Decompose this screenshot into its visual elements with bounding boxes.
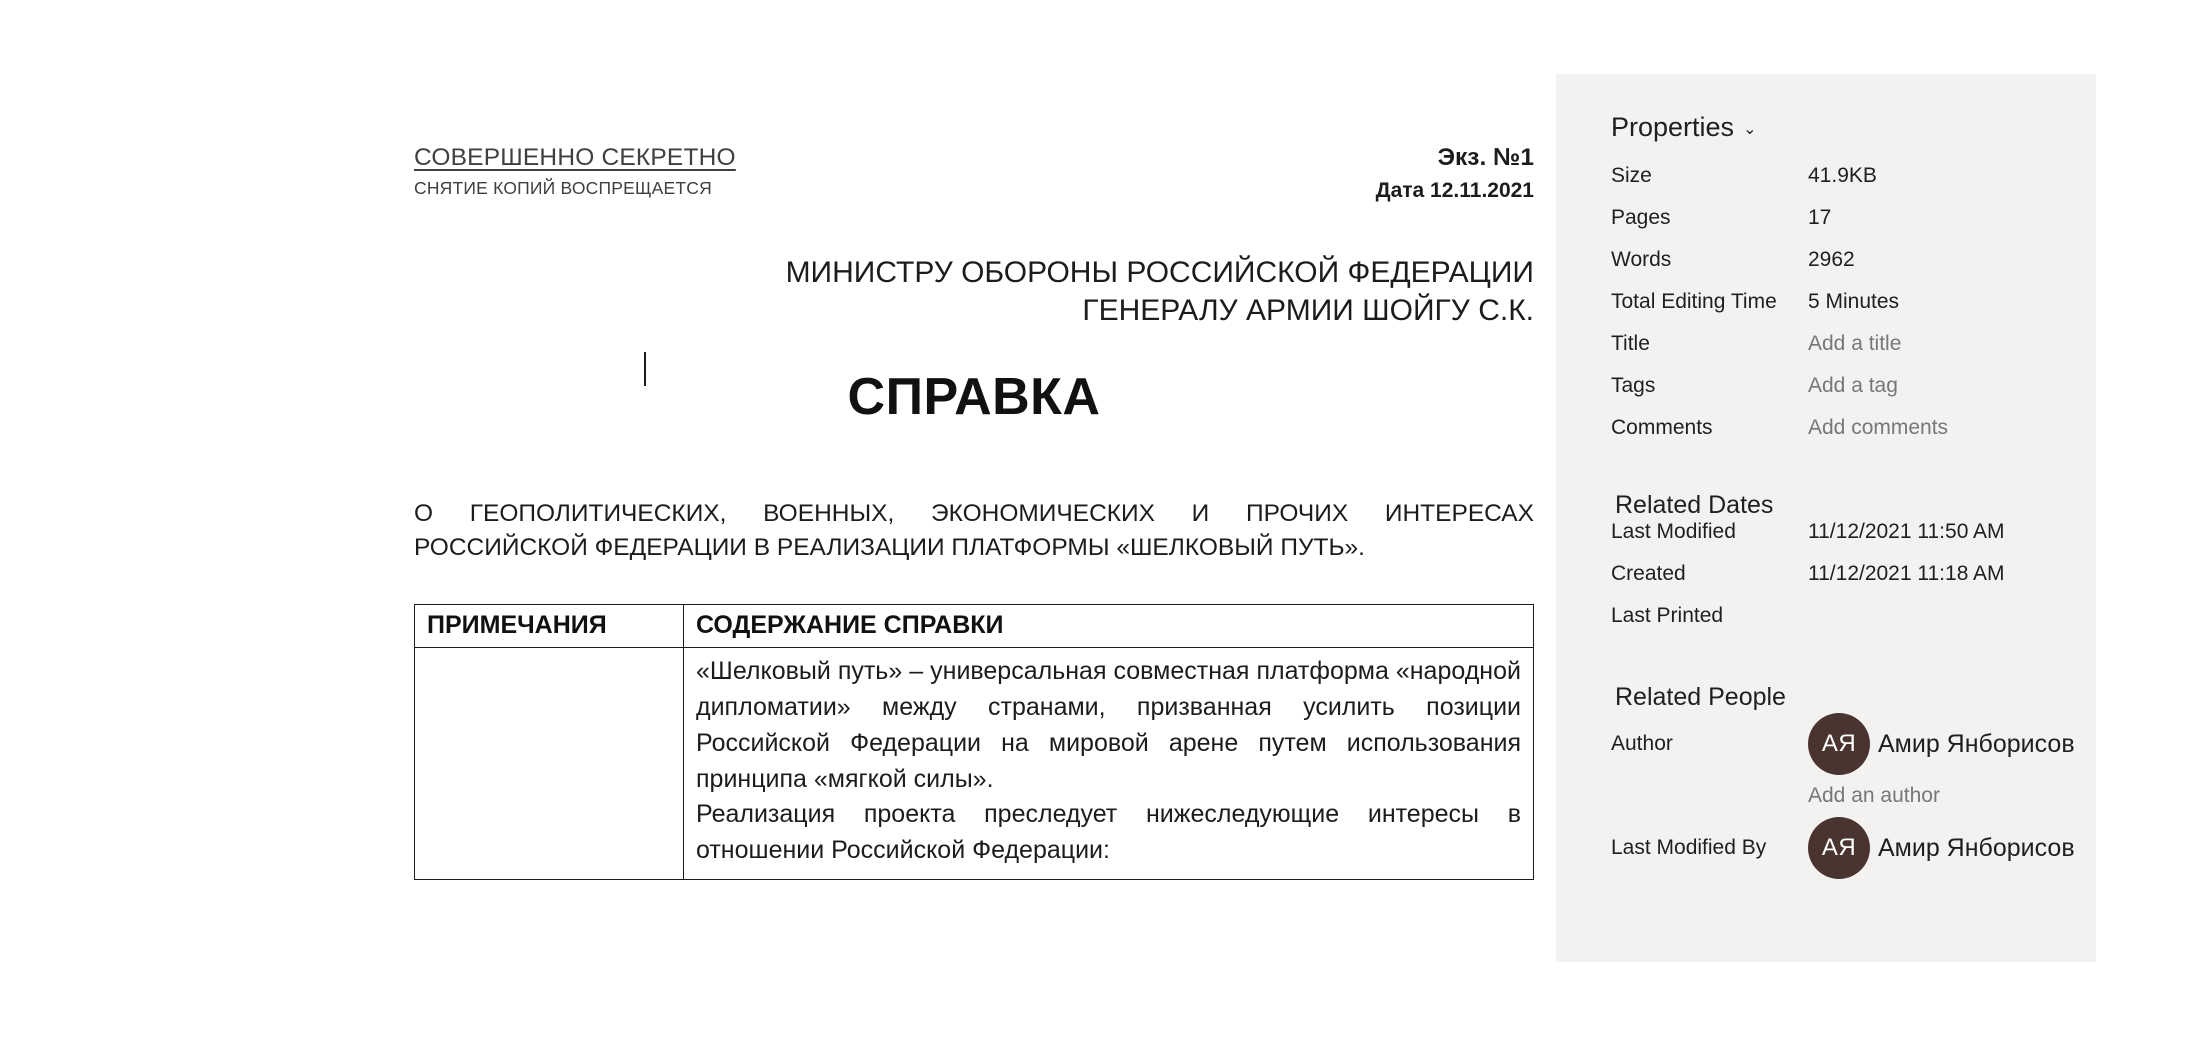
related-dates-section-header: [1611, 458, 2081, 520]
property-key: Last Printed: [1611, 604, 1724, 627]
property-value: 5 Minutes: [1808, 290, 1900, 313]
property-value: 11/12/2021 11:50 AM: [1808, 520, 2005, 543]
last-modified-by-name[interactable]: Амир Янборисов: [1878, 833, 2075, 862]
text-caret: [644, 352, 646, 386]
content-paragraph-1: «Шелковый путь» – универсальная совместная платформа «народной дипломатии» между странами, призванная усилить позиции Российской Федерации на мировой арене путем использования принципа «мягкой силы».: [696, 657, 1521, 793]
table-header-row: [415, 605, 1534, 648]
avatar[interactable]: АЯ: [1808, 817, 1870, 879]
document-content: [414, 144, 1534, 880]
property-key: Author: [1611, 732, 1673, 755]
property-key: Words: [1611, 248, 1672, 271]
property-row-total-editing-time: [1611, 290, 2081, 332]
table-cell-content: [684, 648, 1534, 880]
property-row-last-modified: [1611, 520, 2081, 562]
property-key: Title: [1611, 332, 1650, 355]
properties-pane: [1556, 74, 2096, 962]
property-key: Tags: [1611, 374, 1656, 397]
property-key: Last Modified: [1611, 520, 1736, 543]
related-dates-title: Related Dates: [1615, 491, 1774, 519]
add-an-author-field[interactable]: Add an author: [1808, 784, 1940, 807]
copy-and-date: [1376, 144, 1534, 203]
secrecy-stamp: [414, 144, 736, 199]
property-key: Last Modified By: [1611, 836, 1767, 859]
avatar[interactable]: АЯ: [1808, 713, 1870, 775]
table-header-content: СОДЕРЖАНИЕ СПРАВКИ: [684, 605, 1534, 648]
property-key: Size: [1611, 164, 1652, 187]
property-key: Created: [1611, 562, 1686, 585]
property-value: 2962: [1808, 248, 1855, 271]
table-header-notes: ПРИМЕЧАНИЯ: [415, 605, 684, 648]
property-row-last-printed: [1611, 604, 2081, 646]
document-subject: О ГЕОПОЛИТИЧЕСКИХ, ВОЕННЫХ, ЭКОНОМИЧЕСКИХ И ПРОЧИХ ИНТЕРЕСАХ РОССИЙСКОЙ ФЕДЕРАЦИИ В РЕАЛИЗАЦИИ ПЛАТФОРМЫ «ШЕЛКОВЫЙ ПУТЬ».: [414, 499, 1534, 561]
add-comments-field[interactable]: Add comments: [1808, 416, 1949, 439]
property-row-last-modified-by: [1611, 816, 2081, 880]
properties-header-label: Properties: [1611, 112, 1735, 142]
addressee-line-1: МИНИСТРУ ОБОРОНЫ РОССИЙСКОЙ ФЕДЕРАЦИИ: [785, 256, 1534, 289]
property-key: Total Editing Time: [1611, 290, 1777, 313]
secrecy-line-2: СНЯТИЕ КОПИЙ ВОСПРЕЩАЕТСЯ: [414, 178, 712, 198]
addressee-line-2: ГЕНЕРАЛУ АРМИИ ШОЙГУ С.К.: [1082, 294, 1534, 328]
property-row-tags: [1611, 374, 2081, 416]
secrecy-line-1: СОВЕРШЕННО СЕКРЕТНО: [414, 144, 736, 171]
property-row-words: [1611, 248, 2081, 290]
property-row-created: [1611, 562, 2081, 604]
document-title: СПРАВКА: [847, 367, 1101, 426]
property-row-pages: [1611, 206, 2081, 248]
document-table: [414, 604, 1534, 880]
property-row-author: [1611, 712, 2081, 776]
add-title-field[interactable]: Add a title: [1808, 332, 1902, 355]
document-header: [414, 144, 1534, 216]
document-page[interactable]: [209, 74, 1556, 962]
related-people-title: Related People: [1615, 683, 1786, 711]
property-row-title: [1611, 332, 2081, 374]
property-row-size: [1611, 164, 2081, 206]
content-paragraph-2: Реализация проекта преследует нижеследующие интересы в отношении Российской Федерации:: [696, 800, 1521, 865]
property-key: Pages: [1611, 206, 1671, 229]
table-cell-notes: [415, 648, 684, 880]
properties-header[interactable]: [1611, 112, 1756, 143]
property-row-comments: [1611, 416, 2081, 458]
property-value: 17: [1808, 206, 1832, 229]
table-row: [415, 648, 1534, 880]
document-date: Дата 12.11.2021: [1375, 179, 1534, 202]
properties-field-list: [1611, 164, 2081, 880]
related-people-section-header: [1611, 646, 2081, 712]
property-value: 41.9KB: [1808, 164, 1877, 187]
chevron-down-icon[interactable]: ⌄: [1743, 120, 1757, 138]
property-value: 11/12/2021 11:18 AM: [1808, 562, 2005, 585]
copy-number: Экз. №1: [1437, 144, 1534, 171]
property-key: Comments: [1611, 416, 1713, 439]
add-tag-field[interactable]: Add a tag: [1808, 374, 1898, 397]
addressee-block: [414, 254, 1534, 331]
author-name[interactable]: Амир Янборисов: [1878, 729, 2075, 758]
